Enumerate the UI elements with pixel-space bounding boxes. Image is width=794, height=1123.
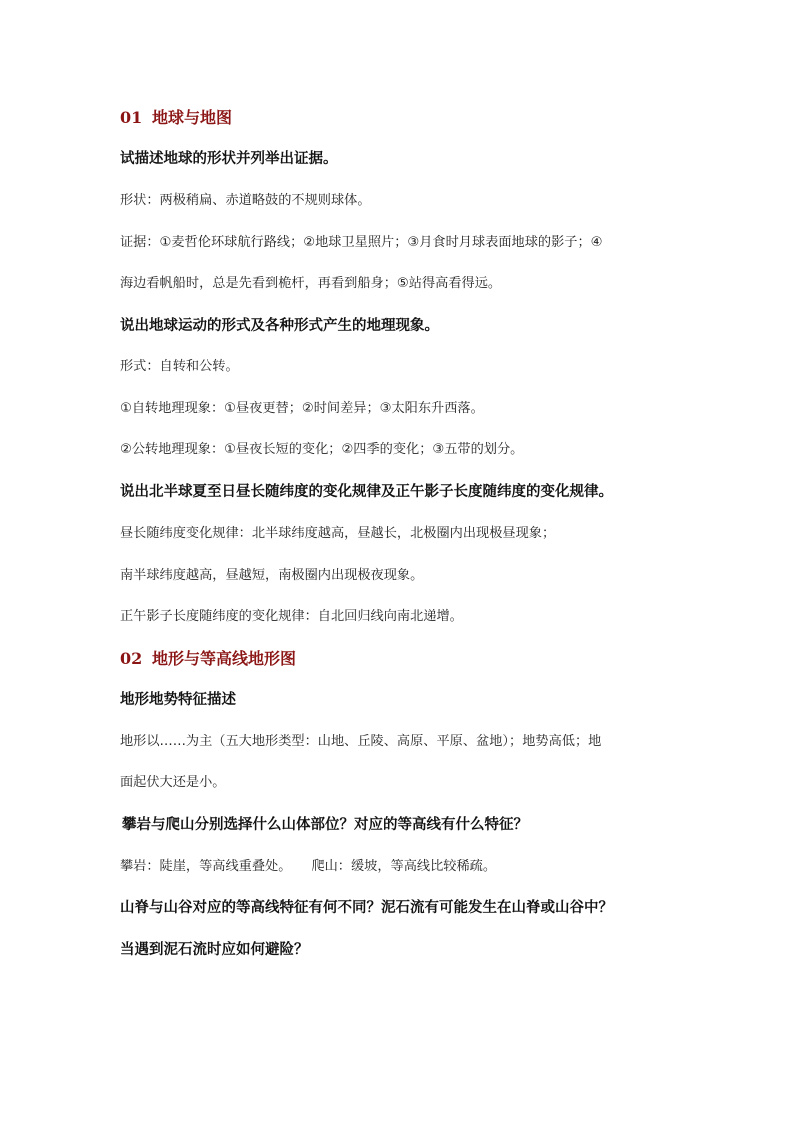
answer-evidence-line-2: 海边看帆船时，总是先看到桅杆，再看到船身；⑤站得高看得远。 (120, 276, 502, 291)
question-earth-motion: 说出地球运动的形式及各种形式产生的地理现象。 (120, 318, 439, 334)
section-number: 01 (120, 108, 143, 127)
question-climbing: 攀岩与爬山分别选择什么山体部位？对应的等高线有什么特征？ (122, 817, 528, 833)
answer-evidence-line-1: 证据：①麦哲伦环球航行路线；②地球卫星照片；③月食时月球表面地球的影子；④ (120, 235, 603, 250)
question-solstice: 说出北半球夏至日昼长随纬度的变化规律及正午影子长度随纬度的变化规律。 (120, 484, 613, 500)
answer-rotation: ①自转地理现象：①昼夜更替；②时间差异；③太阳东升西落。 (120, 401, 484, 416)
section-number: 02 (120, 649, 143, 668)
answer-climbing (120, 857, 496, 877)
question-ridge-valley-line-2: 当遇到泥石流时应如何避险？ (120, 942, 309, 958)
section-heading-01 (120, 108, 232, 128)
answer-forms: 形式：自转和公转。 (120, 359, 239, 374)
answer-revolution: ②公转地理现象：①昼夜长短的变化；②四季的变化；③五带的划分。 (120, 442, 524, 457)
answer-terrain-line-2: 面起伏大还是小。 (120, 775, 226, 790)
answer-daylength-line-2: 南半球纬度越高，昼越短，南极圈内出现极夜现象。 (120, 568, 424, 583)
section-title: 地形与等高线地形图 (152, 649, 297, 668)
answer-terrain-line-1: 地形以……为主（五大地形类型：山地、丘陵、高原、平原、盆地）；地势高低；地 (120, 734, 602, 749)
answer-hiking: 爬山：缓坡，等高线比较稀疏。 (311, 859, 497, 874)
answer-shadow: 正午影子长度随纬度的变化规律：自北回归线向南北递增。 (120, 609, 463, 624)
question-earth-shape: 试描述地球的形状并列举出证据。 (120, 151, 338, 167)
section-heading-02 (120, 649, 296, 669)
answer-rock-climbing: 攀岩：陡崖，等高线重叠处。 (120, 859, 292, 874)
section-title: 地球与地图 (152, 108, 233, 127)
question-ridge-valley-line-1: 山脊与山谷对应的等高线特征有何不同？泥石流有可能发生在山脊或山谷中？ (120, 900, 613, 916)
answer-shape: 形状：两极稍扁、赤道略鼓的不规则球体。 (120, 193, 371, 208)
question-terrain: 地形地势特征描述 (120, 692, 236, 708)
answer-daylength-line-1: 昼长随纬度变化规律：北半球纬度越高，昼越长，北极圈内出现极昼现象； (120, 526, 556, 541)
